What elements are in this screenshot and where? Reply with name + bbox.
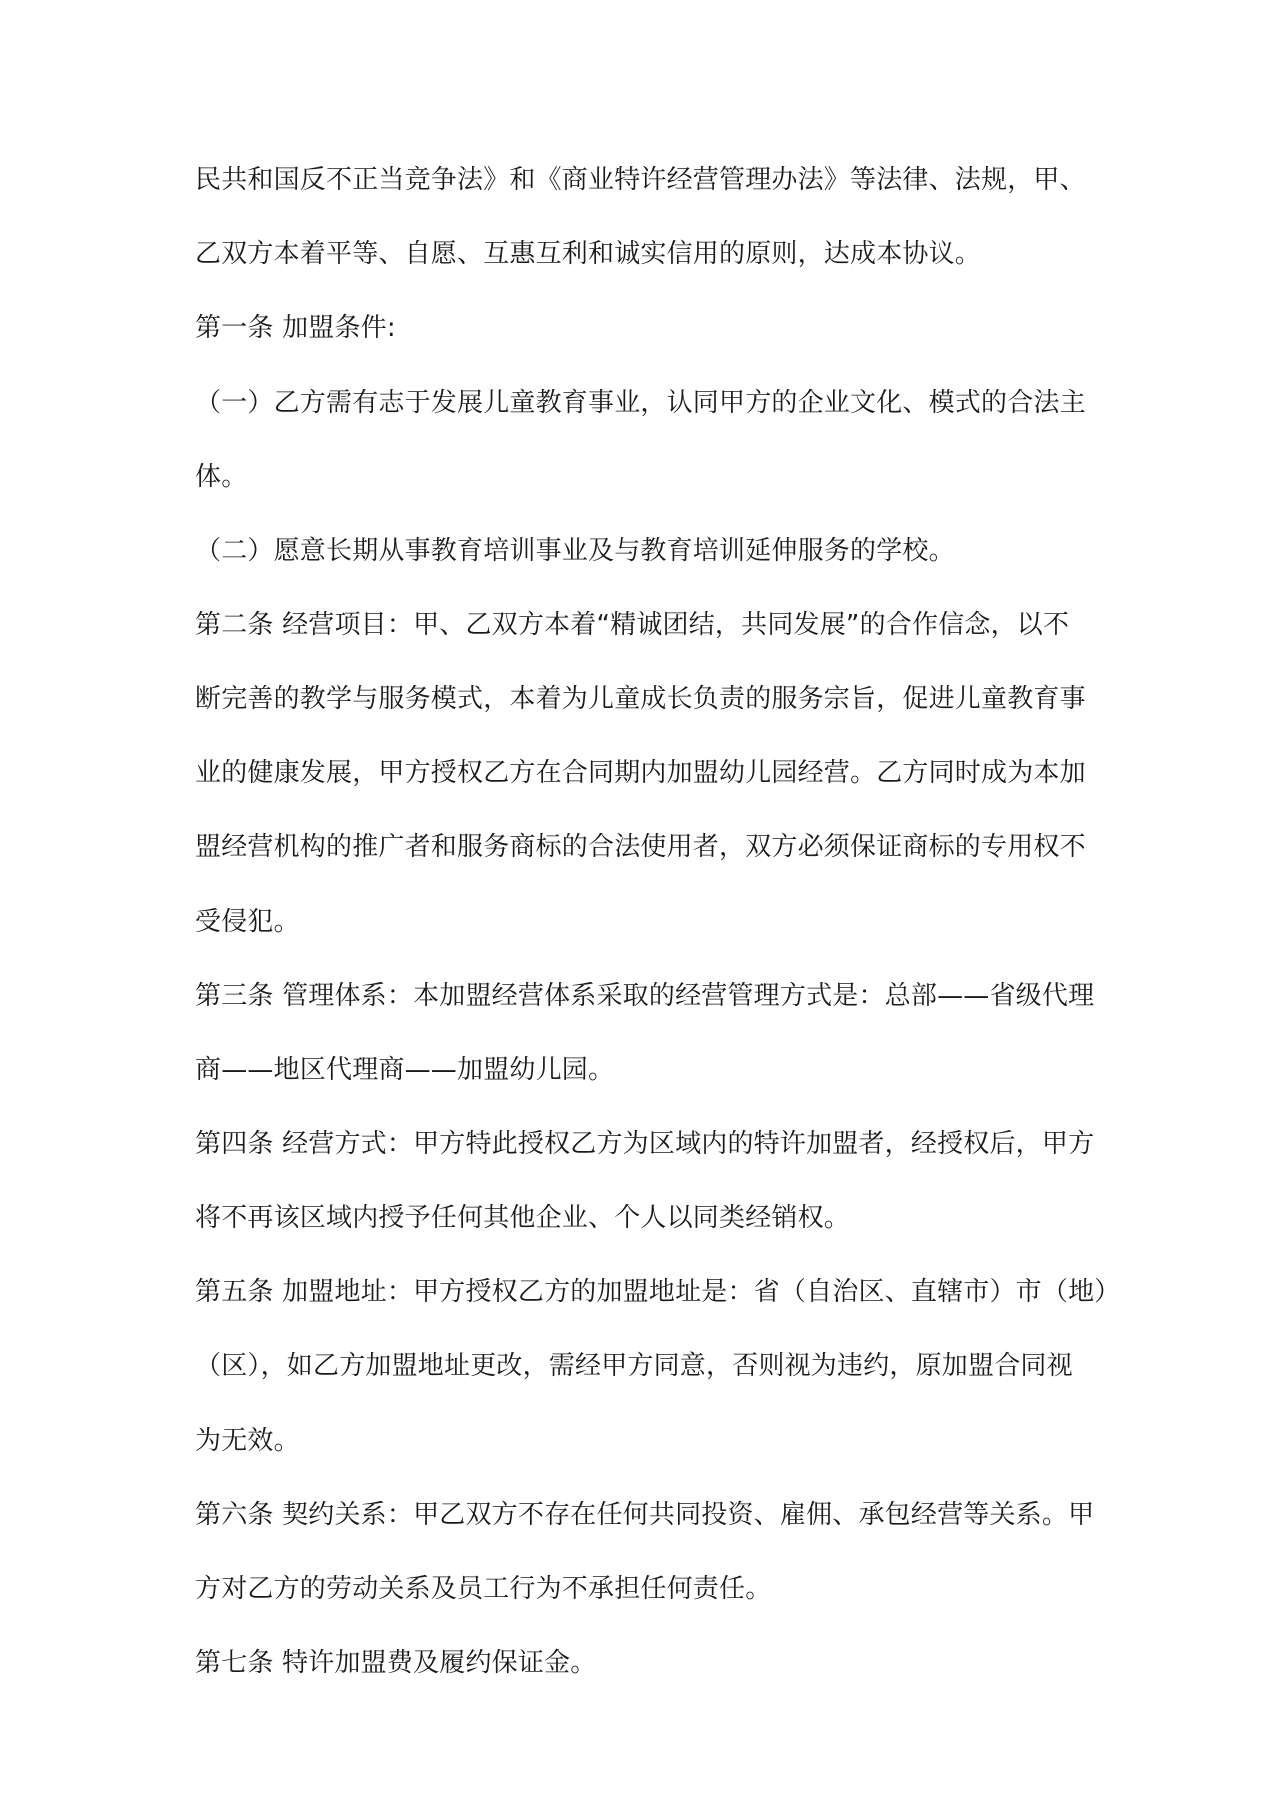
text-line: （区），如乙方加盟地址更改，需经甲方同意，否则视为违约，原加盟合同视: [195, 1351, 1073, 1381]
text-line: 第五条 加盟地址：甲方授权乙方的加盟地址是：省（自治区、直辖市）市（地）: [195, 1277, 1121, 1307]
section-heading: 第一条 加盟条件:: [195, 313, 396, 343]
text-line: 盟经营机构的推广者和服务商标的合法使用者，双方必须保证商标的专用权不: [195, 832, 1086, 862]
text-line: 民共和国反不正当竞争法》和《商业特许经营管理办法》等法律、法规，甲、: [195, 165, 1086, 195]
text-line: 断完善的教学与服务模式，本着为儿童成长负责的服务宗旨，促进儿童教育事: [195, 684, 1086, 714]
text-line: 第二条 经营项目：甲、乙双方本着“精诚团结，共同发展”的合作信念，以不: [195, 610, 1070, 640]
text-line: 第三条 管理体系：本加盟经营体系采取的经营管理方式是：总部——省级代理: [195, 981, 1095, 1011]
text-line: 商——地区代理商——加盟幼儿园。: [195, 1055, 615, 1085]
text-line: 第四条 经营方式：甲方特此授权乙方为区域内的特许加盟者，经授权后，甲方: [195, 1129, 1095, 1159]
text-line: 将不再该区域内授予任何其他企业、个人以同类经销权。: [195, 1203, 851, 1233]
text-line: （一）乙方需有志于发展儿童教育事业，认同甲方的企业文化、模式的合法主: [195, 388, 1086, 418]
text-line: （二）愿意长期从事教育培训事业及与教育培训延伸服务的学校。: [195, 536, 955, 566]
text-line: 方对乙方的劳动关系及员工行为不承担任何责任。: [195, 1574, 772, 1604]
text-line: 第六条 契约关系：甲乙双方不存在任何共同投资、雇佣、承包经营等关系。甲: [195, 1500, 1095, 1530]
text-line: 乙双方本着平等、自愿、互惠互利和诚实信用的原则，达成本协议。: [195, 239, 982, 269]
text-line: 为无效。: [195, 1426, 300, 1456]
section-heading: 第七条 特许加盟费及履约保证金。: [195, 1648, 597, 1678]
text-line: 业的健康发展，甲方授权乙方在合同期内加盟幼儿园经营。乙方同时成为本加: [195, 758, 1086, 788]
text-line: 体。: [195, 462, 248, 492]
text-line: 受侵犯。: [195, 907, 300, 937]
